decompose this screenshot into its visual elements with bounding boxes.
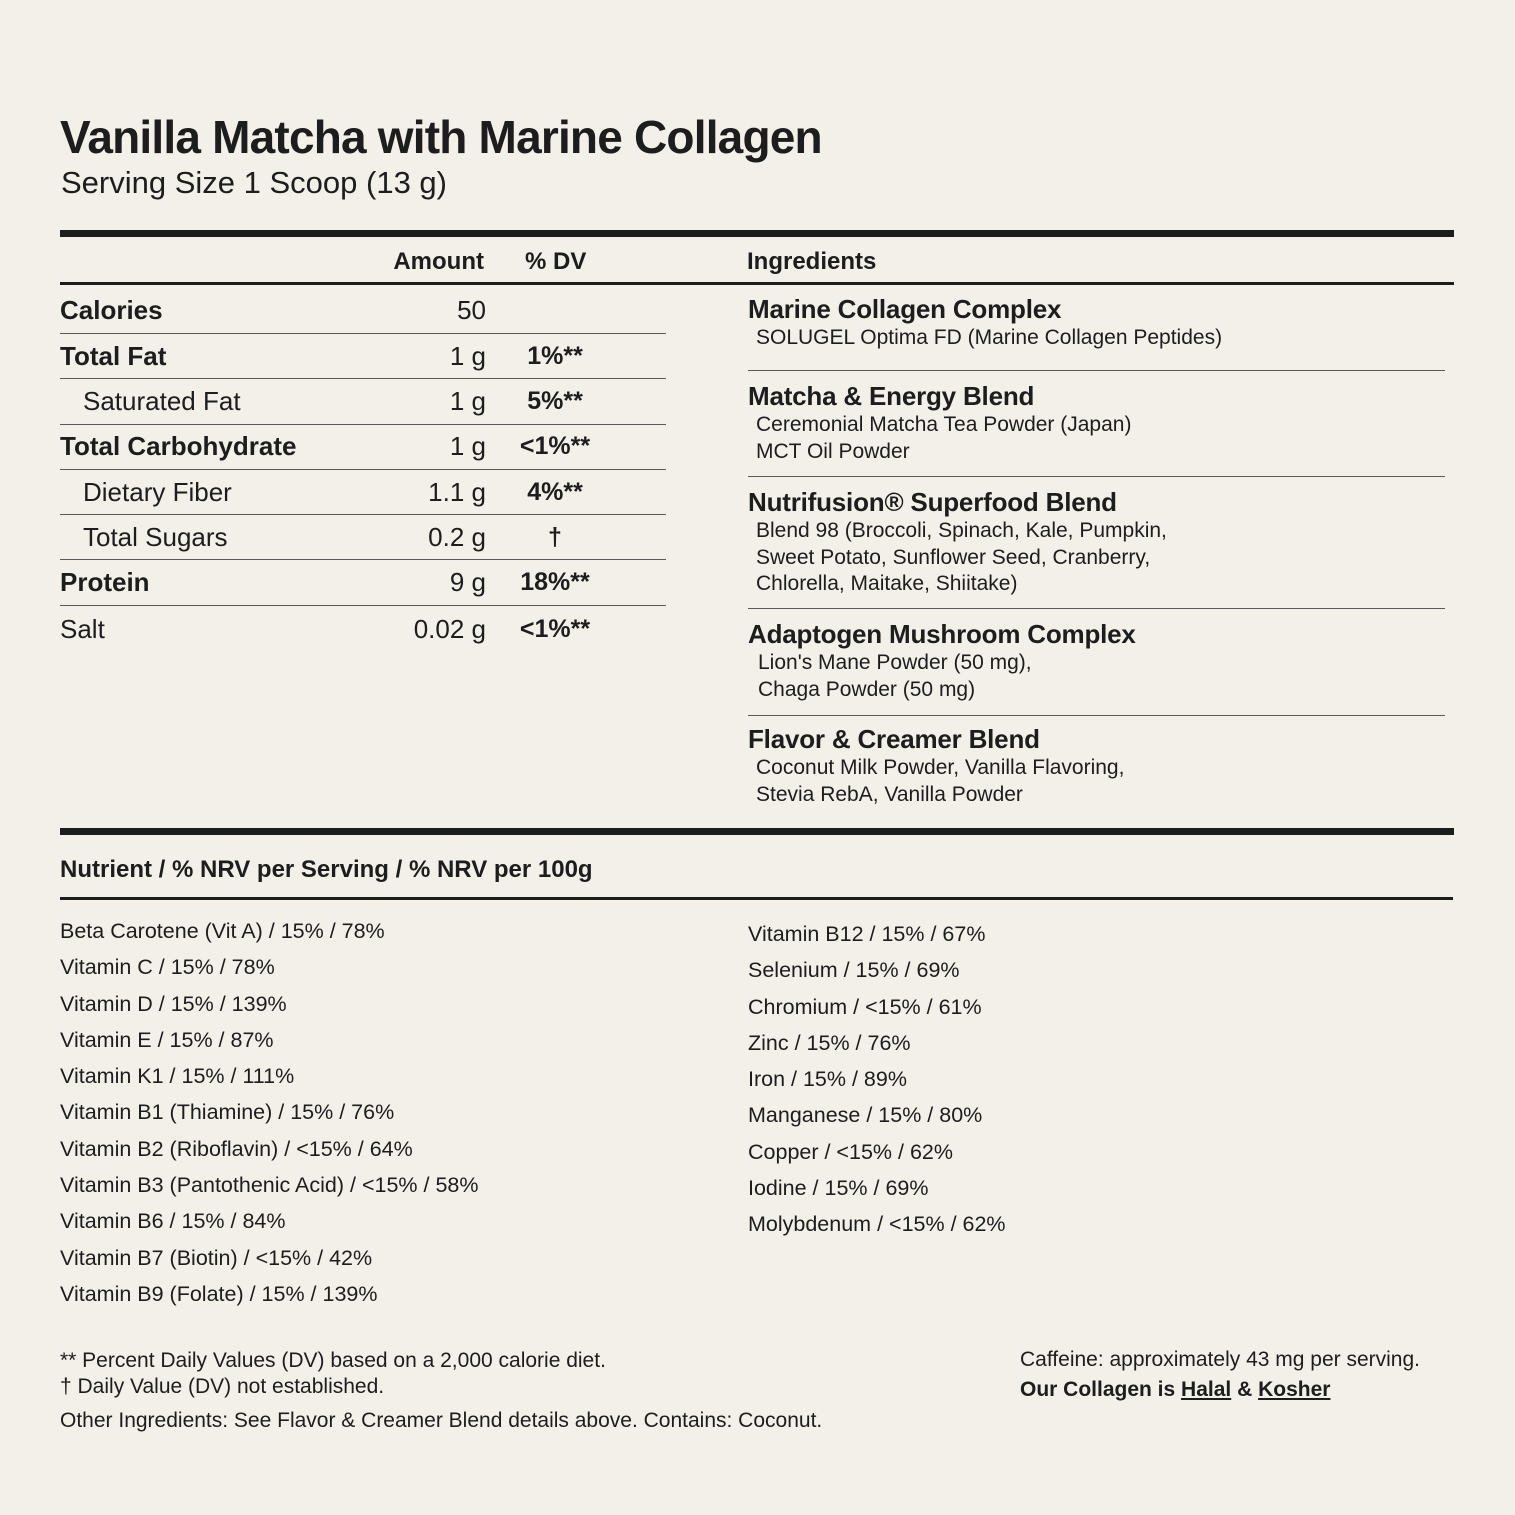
nutrient-name: Total Sugars: [83, 522, 228, 552]
product-title: Vanilla Matcha with Marine Collagen: [60, 111, 822, 163]
ingredient-line: Blend 98 (Broccoli, Spinach, Kale, Pumpkin,: [756, 519, 1167, 542]
ingredient-group-name: Nutrifusion® Superfood Blend: [748, 487, 1117, 517]
ingredient-group-name: Matcha & Energy Blend: [748, 381, 1035, 411]
nrv-header-divider: [60, 897, 1453, 900]
ingredient-group-name: Flavor & Creamer Blend: [748, 724, 1040, 754]
nutrient-dv: 1%**: [527, 342, 583, 370]
nutrient-amount: 0.2 g: [428, 522, 486, 552]
nutrition-row-total-sugars: [60, 522, 666, 560]
other-ingredients-note: Other Ingredients: See Flavor & Creamer Blend details above. Contains: Coconut.: [60, 1409, 823, 1432]
nrv-header: Nutrient / % NRV per Serving / % NRV per 100g: [60, 856, 593, 883]
nutrient-dv: 5%**: [527, 387, 583, 415]
nutrient-name: Protein: [60, 567, 150, 597]
ingredient-group-nutrifusion: [748, 487, 1445, 609]
nutrient-dv: 18%**: [520, 568, 590, 596]
nutrient-name: Salt: [60, 614, 105, 644]
nutrition-row-total-carbohydrate: [60, 431, 666, 470]
footer-right: [1020, 1345, 1420, 1405]
ingredient-line: Ceremonial Matcha Tea Powder (Japan): [756, 413, 1132, 436]
nutrient-amount: 1 g: [449, 431, 486, 461]
nrv-item: Selenium / 15% / 69%: [748, 958, 960, 983]
nutrition-row-protein: [60, 567, 666, 606]
ingredient-group-name: Marine Collagen Complex: [748, 294, 1062, 324]
nutrient-name: Dietary Fiber: [83, 477, 232, 507]
nrv-item: Manganese / 15% / 80%: [748, 1103, 983, 1128]
ingredient-line: Sweet Potato, Sunflower Seed, Cranberry,: [756, 545, 1151, 569]
nrv-item: Vitamin B7 (Biotin) / <15% / 42%: [60, 1245, 373, 1270]
ingredient-line: Coconut Milk Powder, Vanilla Flavoring,: [756, 756, 1125, 779]
cert-prefix: Our Collagen is: [1020, 1378, 1182, 1401]
nrv-item: Vitamin D / 15% / 139%: [60, 991, 287, 1016]
halal-link[interactable]: Halal: [1181, 1378, 1232, 1401]
nrv-item: Vitamin B1 (Thiamine) / 15% / 76%: [60, 1100, 395, 1125]
nutrient-amount: 1.1 g: [428, 477, 486, 507]
nrv-list-left: [60, 918, 479, 1317]
nrv-item: Vitamin B2 (Riboflavin) / <15% / 64%: [60, 1136, 413, 1161]
nutrition-row-saturated-fat: [60, 386, 666, 425]
ingredient-line: MCT Oil Powder: [756, 439, 910, 463]
nutrient-name: Total Fat: [60, 341, 167, 371]
amount-header: Amount: [393, 248, 484, 275]
nrv-item: Copper / <15% / 62%: [748, 1139, 953, 1164]
nutrient-amount: 1 g: [449, 386, 486, 416]
ingredient-group-adaptogen: [748, 619, 1445, 716]
nrv-item: Beta Carotene (Vit A) / 15% / 78%: [60, 919, 385, 943]
top-divider: [60, 230, 1454, 237]
dagger-footnote: † Daily Value (DV) not established.: [60, 1375, 385, 1398]
serving-size: Serving Size 1 Scoop (13 g): [61, 165, 447, 200]
nutrient-dv: †: [548, 523, 562, 551]
ingredient-line: Chlorella, Maitake, Shiitake): [756, 572, 1018, 595]
nutrient-amount: 0.02 g: [413, 614, 486, 644]
nutrient-dv: 4%**: [527, 478, 583, 506]
kosher-link[interactable]: Kosher: [1258, 1378, 1331, 1401]
ingredient-line: Chaga Powder (50 mg): [758, 677, 976, 701]
nrv-item: Iron / 15% / 89%: [748, 1067, 907, 1092]
header-divider: [60, 282, 1454, 285]
ingredient-line: SOLUGEL Optima FD (Marine Collagen Peptides): [756, 326, 1223, 349]
nrv-item: Molybdenum / <15% / 62%: [748, 1212, 1006, 1237]
nrv-item: Vitamin B3 (Pantothenic Acid) / <15% / 58%: [60, 1173, 479, 1198]
nutrition-row-total-fat: [60, 341, 666, 379]
nutrient-name: Calories: [60, 295, 163, 325]
ingredient-group-marine-collagen: [748, 294, 1445, 371]
nutrition-row-salt: [60, 614, 666, 652]
nrv-item: Vitamin K1 / 15% / 111%: [60, 1064, 295, 1089]
ingredient-line: Stevia RebA, Vanilla Powder: [756, 782, 1023, 806]
nrv-item: Iodine / 15% / 69%: [748, 1176, 929, 1201]
nutrient-dv: <1%**: [519, 432, 591, 460]
nrv-item: Vitamin B6 / 15% / 84%: [60, 1209, 286, 1234]
nrv-item: Vitamin C / 15% / 78%: [60, 955, 275, 980]
ingredient-group-matcha-energy: [748, 381, 1445, 477]
nutrient-amount: 50: [457, 295, 486, 325]
nutrition-row-dietary-fiber: [60, 477, 666, 515]
ingredient-group-name: Adaptogen Mushroom Complex: [748, 619, 1136, 649]
nutrient-name: Saturated Fat: [83, 386, 241, 416]
ingredient-line: Lion's Mane Powder (50 mg),: [758, 651, 1032, 674]
nrv-item: Vitamin B9 (Folate) / 15% / 139%: [60, 1281, 378, 1306]
ingredients-header: Ingredients: [747, 248, 877, 275]
nutrient-amount: 1 g: [449, 341, 486, 371]
dv-header: % DV: [525, 248, 587, 275]
dv-footnote: ** Percent Daily Values (DV) based on a 2,000 calorie diet.: [60, 1349, 606, 1372]
caffeine-note: Caffeine: approximately 43 mg per serving.: [1020, 1348, 1420, 1371]
nutrient-name: Total Carbohydrate: [60, 431, 297, 461]
cert-ampersand: &: [1231, 1378, 1259, 1401]
certification-line: [1020, 1375, 1420, 1405]
nutrient-dv: <1%**: [519, 615, 591, 643]
nrv-list-right: [748, 921, 1006, 1248]
nrv-item: Chromium / <15% / 61%: [748, 994, 982, 1019]
nrv-top-divider: [60, 828, 1454, 835]
nrv-item: Zinc / 15% / 76%: [748, 1030, 911, 1055]
ingredient-group-flavor-creamer: [748, 724, 1445, 814]
nutrient-amount: 9 g: [449, 567, 486, 597]
nrv-item: Vitamin B12 / 15% / 67%: [748, 922, 986, 946]
nutrition-row-calories: [60, 295, 666, 334]
nrv-item: Vitamin E / 15% / 87%: [60, 1027, 274, 1052]
